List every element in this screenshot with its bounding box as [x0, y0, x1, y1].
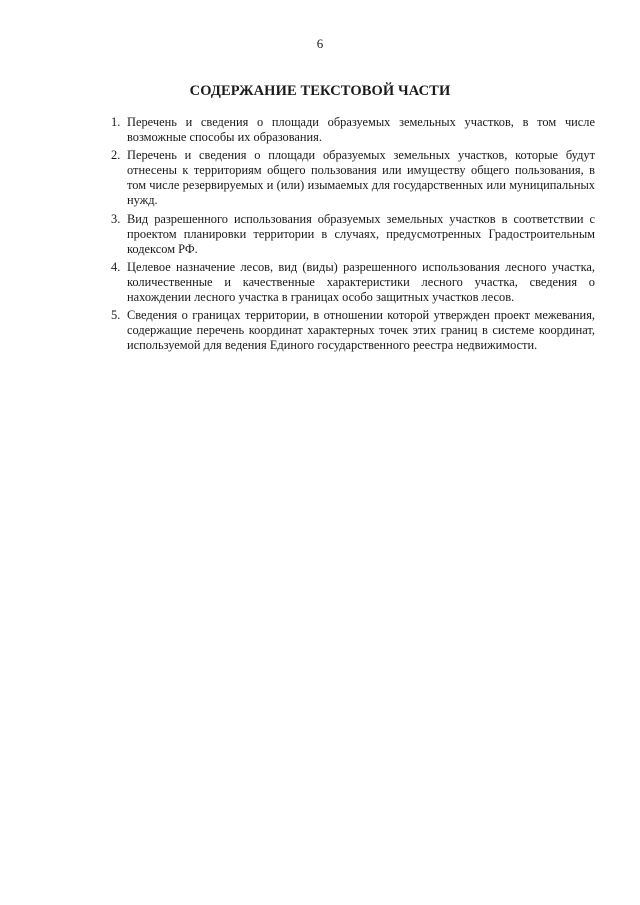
list-item — [110, 212, 595, 257]
list-item-number: 3. — [111, 211, 121, 226]
list-item-number: 2. — [111, 148, 121, 163]
contents-list — [110, 115, 595, 356]
list-item-number: 4. — [111, 259, 121, 274]
list-item-text: Сведения о границах территории, в отношении которой утвержден проект межевания, содержащие перечень координат характерных точек этих границ в системе координат, используемой для ведения Единого государственного реестра недвижимости. — [127, 308, 595, 353]
list-item-text: Перечень и сведения о площади образуемых земельных участков, которые будут отнесены к территориям общего пользования или имуществу общего пользования, в том числе резервируемых и (или) изымаемых для государственных или муниципальных нужд. — [127, 148, 595, 208]
list-item — [110, 308, 595, 353]
list-item-number: 5. — [111, 308, 121, 323]
list-item-text: Перечень и сведения о площади образуемых земельных участков, в том числе возможные способы их образования. — [127, 115, 595, 145]
list-item — [110, 148, 595, 208]
list-item-number: 1. — [111, 115, 121, 129]
list-item — [110, 260, 595, 305]
page-title: СОДЕРЖАНИЕ ТЕКСТОВОЙ ЧАСТИ — [189, 83, 451, 99]
list-item-text: Вид разрешенного использования образуемых земельных участков в соответствии с проектом планировки территории в случаях, предусмотренных Градостроительным кодексом РФ. — [127, 211, 595, 256]
list-item — [110, 115, 595, 145]
page-number: 6 — [316, 36, 324, 51]
list-item-text: Целевое назначение лесов, вид (виды) разрешенного использования лесного участка, количественные и качественные характеристики лесного участка, сведения о нахождении лесного участка в границах особо защитных участков лесов. — [127, 259, 595, 305]
